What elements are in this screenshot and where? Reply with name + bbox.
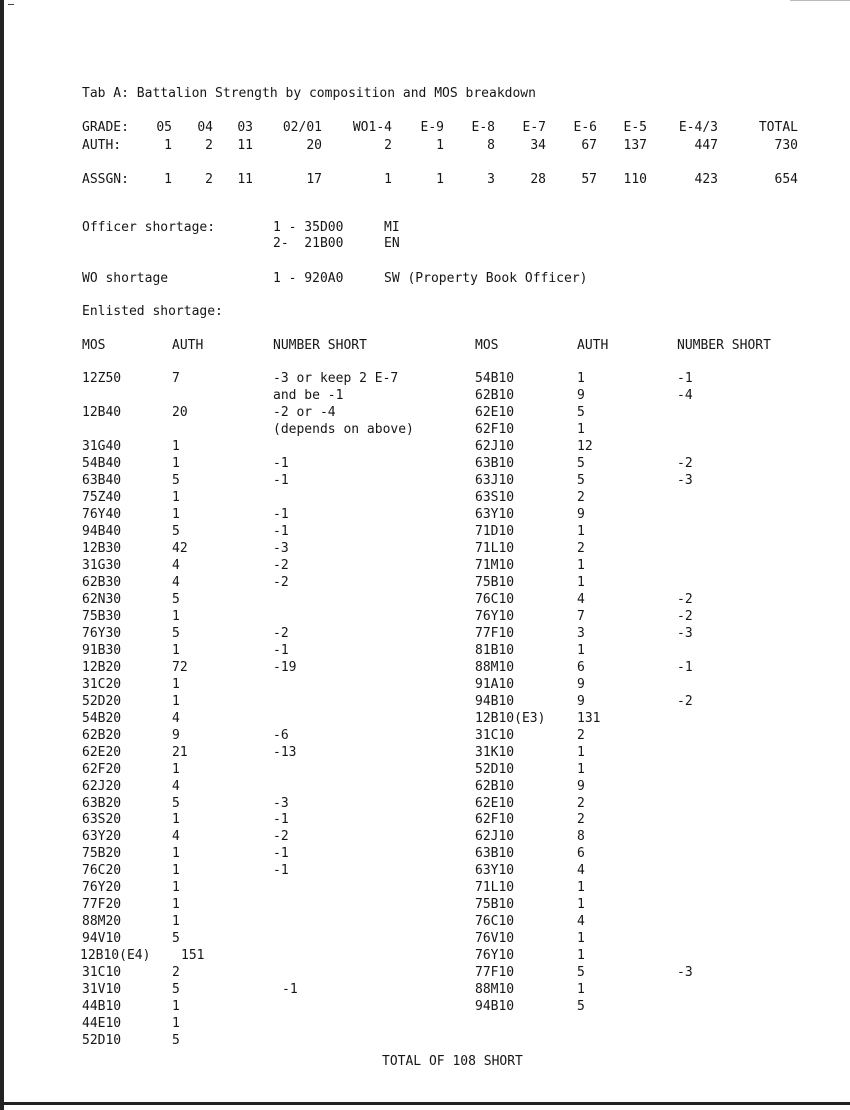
mos-code: 62B30	[82, 574, 122, 590]
auth-value: 5	[577, 404, 585, 420]
mos-code: 31G30	[82, 557, 122, 573]
scan-mark	[8, 4, 14, 5]
auth-value: 5	[577, 455, 585, 471]
mos-code: 62F10	[475, 421, 515, 437]
assgn-value-3: 11	[237, 172, 253, 187]
mos-code: 62E20	[82, 744, 122, 760]
mos-code: 71L10	[475, 540, 515, 556]
mos-code: 31C10	[82, 965, 122, 981]
mos-code: 63J10	[475, 472, 515, 488]
mos-code: 77F10	[475, 965, 515, 981]
mos-code: 91B30	[82, 642, 122, 658]
mos-code: 12B40	[82, 404, 122, 420]
auth-value-7: 8	[487, 138, 495, 153]
auth-value: 4	[577, 863, 585, 879]
auth-value: 5	[172, 591, 180, 607]
mos-code: 76C10	[475, 914, 515, 930]
auth-value: 9	[577, 778, 585, 794]
mos-code: 62F10	[475, 812, 515, 828]
mos-code: 75B10	[475, 574, 515, 590]
auth-value: 1	[172, 642, 180, 658]
auth-value: 1	[172, 846, 180, 862]
mos-code: 12B30	[82, 540, 122, 556]
auth-value: 9	[577, 506, 585, 522]
mos-code: 94B10	[475, 693, 515, 709]
mos-code: 31G40	[82, 438, 122, 454]
auth-value: 2	[577, 540, 585, 556]
mos-code: 75Z40	[82, 489, 122, 505]
mos-code: 91A10	[475, 676, 515, 692]
auth-value: 1	[172, 608, 180, 624]
number-short: -6	[273, 727, 289, 743]
mos-code: 62B20	[82, 727, 122, 743]
auth-value: 151	[181, 948, 205, 964]
mos-code: 71L10	[475, 880, 515, 896]
wo-shortage-desc: SW (Property Book Officer)	[384, 271, 588, 286]
scan-edge-bottom	[0, 1102, 850, 1105]
auth-value: 5	[172, 523, 180, 539]
header-auth-1: AUTH	[172, 338, 204, 353]
mos-code: 75B10	[475, 897, 515, 913]
number-short: -2	[273, 829, 289, 845]
scan-edge-top	[790, 0, 850, 1]
number-short: -13	[273, 744, 297, 760]
mos-code: 12B10(E3)	[475, 710, 546, 726]
auth-value: 4	[172, 557, 180, 573]
auth-value: 4	[577, 914, 585, 930]
auth-value: 1	[577, 897, 585, 913]
assgn-value-0: ASSGN:	[82, 172, 129, 187]
number-short: -2	[273, 625, 289, 641]
auth-value: 5	[577, 472, 585, 488]
mos-code: 54B40	[82, 455, 122, 471]
mos-code: 94B10	[475, 999, 515, 1015]
mos-code: 77F10	[475, 625, 515, 641]
auth-value-2: 2	[205, 138, 213, 153]
mos-code: 76Y30	[82, 625, 122, 641]
auth-value: 2	[172, 965, 180, 981]
number-short: -3	[677, 965, 693, 981]
auth-value: 9	[172, 727, 180, 743]
auth-value: 1	[172, 438, 180, 454]
header-auth-4: AUTH	[577, 338, 609, 353]
officer-shortage-label: Officer shortage:	[82, 220, 216, 235]
mos-code: 12B20	[82, 659, 122, 675]
officer-shortage-branch: EN	[384, 236, 400, 251]
number-short: -3 or keep 2 E-7	[273, 371, 399, 386]
mos-code: 62J20	[82, 778, 122, 794]
grade-header-4: 02/01	[282, 120, 322, 135]
mos-code: 62E10	[475, 795, 515, 811]
scan-edge-left	[0, 0, 4, 1110]
mos-code: 31K10	[475, 744, 515, 760]
mos-code: 31C20	[82, 676, 122, 692]
auth-value: 1	[577, 880, 585, 896]
assgn-value-12: 654	[774, 172, 798, 187]
mos-code: 52D10	[82, 1033, 122, 1049]
auth-value-9: 67	[581, 138, 597, 153]
mos-code: 75B20	[82, 846, 122, 862]
auth-value: 8	[577, 829, 585, 845]
auth-value: 1	[577, 948, 585, 964]
mos-code: 76Y20	[82, 880, 122, 896]
mos-code: 76Y40	[82, 506, 122, 522]
mos-code: 54B10	[475, 371, 515, 386]
number-short: -3	[677, 625, 693, 641]
auth-value: 1	[577, 761, 585, 777]
auth-value: 5	[172, 472, 180, 488]
grade-header-5: WO1-4	[352, 120, 392, 135]
auth-value: 7	[172, 371, 180, 386]
mos-code: 63B40	[82, 472, 122, 488]
auth-value: 21	[172, 744, 188, 760]
auth-value-8: 34	[530, 138, 546, 153]
number-short: -1	[273, 523, 289, 539]
assgn-value-4: 17	[306, 172, 322, 187]
mos-code: 63B10	[475, 846, 515, 862]
assgn-value-7: 3	[487, 172, 495, 187]
auth-value: 5	[172, 982, 180, 998]
number-short: -2	[677, 591, 693, 607]
number-short: -1	[273, 812, 289, 828]
number-short: -19	[273, 659, 297, 675]
auth-value: 72	[172, 659, 188, 675]
auth-value: 2	[577, 489, 585, 505]
auth-value: 5	[577, 965, 585, 981]
document-title: Tab A: Battalion Strength by composition and MOS breakdown	[82, 86, 536, 101]
auth-value: 20	[172, 404, 188, 420]
auth-value: 1	[172, 863, 180, 879]
auth-value: 3	[577, 625, 585, 641]
grade-header-11: E-4/3	[678, 120, 718, 135]
mos-code: 44E10	[82, 1016, 122, 1032]
total-short-footer: TOTAL OF 108 SHORT	[382, 1054, 523, 1069]
mos-code: 52D10	[475, 761, 515, 777]
auth-value: 1	[577, 931, 585, 947]
mos-code: 63Y20	[82, 829, 122, 845]
mos-code: 63Y10	[475, 506, 515, 522]
wo-shortage-label: WO shortage	[82, 271, 169, 286]
mos-code: 62J10	[475, 829, 515, 845]
number-short: -2	[273, 557, 289, 573]
number-short: -1	[273, 642, 289, 658]
mos-code: 63B20	[82, 795, 122, 811]
assgn-value-10: 110	[623, 172, 647, 187]
auth-value: 1	[577, 421, 585, 437]
officer-shortage-mos: 1 - 35D00	[273, 220, 344, 235]
auth-value: 2	[577, 812, 585, 828]
auth-value-0: AUTH:	[82, 138, 122, 153]
auth-value-5: 2	[384, 138, 392, 153]
auth-value: 9	[577, 676, 585, 692]
mos-code: 62N30	[82, 591, 122, 607]
auth-value: 1	[172, 880, 180, 896]
auth-value: 9	[577, 693, 585, 709]
number-short: -3	[677, 472, 693, 488]
auth-value: 5	[172, 625, 180, 641]
number-short: -2	[677, 608, 693, 624]
mos-code: 75B30	[82, 608, 122, 624]
auth-value: 5	[172, 1033, 180, 1049]
number-short: -1	[677, 371, 693, 386]
mos-code: 62F20	[82, 761, 122, 777]
auth-value: 7	[577, 608, 585, 624]
auth-value-12: 730	[774, 138, 798, 153]
auth-value: 12	[577, 438, 593, 454]
number-short: -2	[273, 574, 289, 590]
auth-value: 1	[172, 693, 180, 709]
mos-code: 71M10	[475, 557, 515, 573]
auth-value-11: 447	[694, 138, 718, 153]
mos-code: 88M20	[82, 914, 122, 930]
mos-code: 63Y10	[475, 863, 515, 879]
mos-code: 71D10	[475, 523, 515, 539]
number-short: -2 or -4	[273, 404, 336, 420]
auth-value: 4	[172, 778, 180, 794]
number-short: (depends on above)	[273, 421, 414, 437]
number-short: -3	[273, 540, 289, 556]
assgn-value-11: 423	[694, 172, 718, 187]
auth-value: 1	[172, 812, 180, 828]
grade-header-10: E-5	[623, 120, 647, 135]
number-short: -4	[677, 387, 693, 403]
auth-value: 1	[172, 506, 180, 522]
mos-code: 31V10	[82, 982, 122, 998]
auth-value: 5	[172, 795, 180, 811]
auth-value: 6	[577, 846, 585, 862]
mos-code: 54B20	[82, 710, 122, 726]
auth-value-1: 1	[164, 138, 172, 153]
number-short: and be -1	[273, 387, 344, 403]
auth-value: 1	[577, 642, 585, 658]
mos-code: 88M10	[475, 659, 515, 675]
number-short: -1	[273, 846, 289, 862]
number-short: -1	[282, 982, 298, 998]
auth-value: 1	[172, 761, 180, 777]
auth-value-6: 1	[436, 138, 444, 153]
mos-code: 76Y10	[475, 948, 515, 964]
mos-code: 12Z50	[82, 371, 122, 386]
auth-value: 4	[172, 574, 180, 590]
mos-code: 76C10	[475, 591, 515, 607]
auth-value: 5	[172, 931, 180, 947]
mos-code: 63S10	[475, 489, 515, 505]
enlisted-shortage-label: Enlisted shortage:	[82, 304, 223, 319]
assgn-value-8: 28	[530, 172, 546, 187]
number-short: -1	[273, 506, 289, 522]
number-short: -1	[677, 659, 693, 675]
mos-code: 62J10	[475, 438, 515, 454]
number-short: -1	[273, 472, 289, 488]
assgn-value-9: 57	[581, 172, 597, 187]
mos-code: 77F20	[82, 897, 122, 913]
number-short: -2	[677, 455, 693, 471]
officer-shortage-mos: 2- 21B00	[273, 236, 344, 251]
mos-code: 76V10	[475, 931, 515, 947]
assgn-value-2: 2	[205, 172, 213, 187]
mos-code: 94B40	[82, 523, 122, 539]
auth-value: 4	[577, 591, 585, 607]
auth-value: 1	[172, 455, 180, 471]
mos-code: 44B10	[82, 999, 122, 1015]
auth-value: 1	[577, 744, 585, 760]
assgn-value-6: 1	[436, 172, 444, 187]
auth-value: 9	[577, 387, 585, 403]
header-mos-0: MOS	[82, 338, 106, 353]
mos-code: 62B10	[475, 778, 515, 794]
number-short: -1	[273, 863, 289, 879]
auth-value: 1	[577, 557, 585, 573]
mos-code: 31C10	[475, 727, 515, 743]
assgn-value-1: 1	[164, 172, 172, 187]
auth-value: 1	[577, 574, 585, 590]
mos-code: 63B10	[475, 455, 515, 471]
auth-value: 42	[172, 540, 188, 556]
auth-value: 2	[577, 795, 585, 811]
header-number-short-5: NUMBER SHORT	[677, 338, 771, 353]
mos-code: 94V10	[82, 931, 122, 947]
auth-value: 1	[172, 914, 180, 930]
mos-code: 52D20	[82, 693, 122, 709]
wo-shortage-code: 1 - 920A0	[273, 271, 344, 286]
auth-value: 4	[172, 710, 180, 726]
header-mos-3: MOS	[475, 338, 499, 353]
officer-shortage-branch: MI	[384, 220, 400, 235]
auth-value: 1	[172, 897, 180, 913]
assgn-value-5: 1	[384, 172, 392, 187]
grade-header-9: E-6	[573, 120, 597, 135]
grade-header-6: E-9	[420, 120, 444, 135]
auth-value: 6	[577, 659, 585, 675]
mos-code: 62B10	[475, 387, 515, 403]
grade-header-8: E-7	[522, 120, 546, 135]
auth-value: 5	[577, 999, 585, 1015]
auth-value-4: 20	[306, 138, 322, 153]
mos-code: 76Y10	[475, 608, 515, 624]
auth-value-10: 137	[623, 138, 647, 153]
grade-header-7: E-8	[471, 120, 495, 135]
auth-value: 1	[577, 982, 585, 998]
grade-header-3: 03	[237, 120, 253, 135]
grade-header-1: 05	[156, 120, 172, 135]
mos-code: 12B10(E4)	[80, 948, 151, 964]
auth-value: 1	[577, 371, 585, 386]
mos-code: 63S20	[82, 812, 122, 828]
number-short: -1	[273, 455, 289, 471]
auth-value: 131	[577, 710, 601, 726]
auth-value: 1	[172, 999, 180, 1015]
auth-value: 1	[172, 489, 180, 505]
mos-code: 62E10	[475, 404, 515, 420]
number-short: -3	[273, 795, 289, 811]
header-number-short-2: NUMBER SHORT	[273, 338, 367, 353]
mos-code: 88M10	[475, 982, 515, 998]
auth-value-3: 11	[237, 138, 253, 153]
auth-value: 2	[577, 727, 585, 743]
mos-code: 76C20	[82, 863, 122, 879]
auth-value: 1	[172, 676, 180, 692]
number-short: -2	[677, 693, 693, 709]
auth-value: 4	[172, 829, 180, 845]
grade-header-0: GRADE:	[82, 120, 129, 135]
auth-value: 1	[577, 523, 585, 539]
mos-code: 81B10	[475, 642, 515, 658]
grade-header-2: 04	[197, 120, 213, 135]
grade-header-12: TOTAL	[758, 120, 798, 135]
auth-value: 1	[172, 1016, 180, 1032]
